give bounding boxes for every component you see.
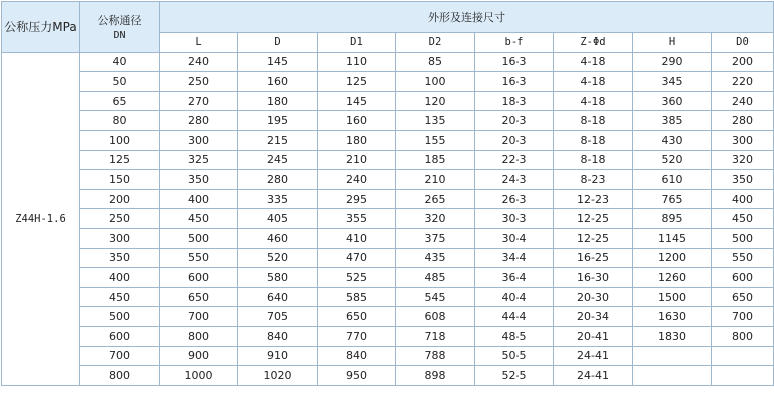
cell-d0: 200 — [712, 52, 774, 72]
cell-d1: 840 — [318, 346, 396, 366]
cell-l: 800 — [160, 326, 238, 346]
cell-d2: 85 — [396, 52, 475, 72]
cell-zd: 4-18 — [554, 52, 633, 72]
cell-d: 180 — [238, 91, 318, 111]
cell-bf: 36-4 — [475, 268, 554, 288]
dn-header — [80, 2, 160, 53]
cell-zd: 8-18 — [554, 130, 633, 150]
cell-l: 550 — [160, 248, 238, 268]
cell-d2: 120 — [396, 91, 475, 111]
cell-h: 520 — [633, 150, 712, 170]
cell-d2: 135 — [396, 111, 475, 131]
cell-zd: 16-30 — [554, 268, 633, 288]
cell-bf: 16-3 — [475, 72, 554, 92]
cell-d0: 550 — [712, 248, 774, 268]
cell-l: 650 — [160, 287, 238, 307]
cell-l: 400 — [160, 189, 238, 209]
cell-l: 280 — [160, 111, 238, 131]
col-header-zd: Z-Φd — [554, 33, 633, 53]
cell-d0: 700 — [712, 307, 774, 327]
cell-dn: 100 — [80, 130, 160, 150]
cell-d1: 125 — [318, 72, 396, 92]
cell-d: 160 — [238, 72, 318, 92]
table-row — [2, 326, 774, 346]
cell-dn: 80 — [80, 111, 160, 131]
cell-l: 350 — [160, 170, 238, 190]
cell-d2: 898 — [396, 366, 475, 386]
table-row — [2, 346, 774, 366]
cell-d1: 355 — [318, 209, 396, 229]
cell-d0 — [712, 366, 774, 386]
cell-d0: 800 — [712, 326, 774, 346]
cell-d: 215 — [238, 130, 318, 150]
cell-l: 450 — [160, 209, 238, 229]
cell-dn: 250 — [80, 209, 160, 229]
cell-d1: 180 — [318, 130, 396, 150]
cell-d1: 585 — [318, 287, 396, 307]
cell-h: 1200 — [633, 248, 712, 268]
cell-bf: 16-3 — [475, 52, 554, 72]
cell-d: 335 — [238, 189, 318, 209]
cell-zd: 12-25 — [554, 228, 633, 248]
col-header-h: H — [633, 33, 712, 53]
cell-dn: 40 — [80, 52, 160, 72]
table-row — [2, 91, 774, 111]
cell-d1: 525 — [318, 268, 396, 288]
col-header-d0: D0 — [712, 33, 774, 53]
cell-d2: 320 — [396, 209, 475, 229]
cell-h: 1830 — [633, 326, 712, 346]
cell-h: 1145 — [633, 228, 712, 248]
cell-d0: 320 — [712, 150, 774, 170]
cell-bf: 50-5 — [475, 346, 554, 366]
cell-dn: 50 — [80, 72, 160, 92]
cell-bf: 20-3 — [475, 130, 554, 150]
cell-d0: 300 — [712, 130, 774, 150]
cell-h: 895 — [633, 209, 712, 229]
cell-dn: 800 — [80, 366, 160, 386]
cell-zd: 8-18 — [554, 150, 633, 170]
cell-zd: 4-18 — [554, 72, 633, 92]
cell-h: 345 — [633, 72, 712, 92]
cell-bf: 44-4 — [475, 307, 554, 327]
cell-d2: 435 — [396, 248, 475, 268]
cell-l: 270 — [160, 91, 238, 111]
table-row — [2, 52, 774, 72]
cell-l: 500 — [160, 228, 238, 248]
table-row — [2, 209, 774, 229]
cell-dn: 65 — [80, 91, 160, 111]
cell-zd: 20-30 — [554, 287, 633, 307]
cell-bf: 34-4 — [475, 248, 554, 268]
cell-bf: 18-3 — [475, 91, 554, 111]
table-row — [2, 150, 774, 170]
cell-d: 195 — [238, 111, 318, 131]
cell-d0 — [712, 346, 774, 366]
table-row — [2, 228, 774, 248]
cell-d0: 450 — [712, 209, 774, 229]
cell-d2: 608 — [396, 307, 475, 327]
table-row — [2, 287, 774, 307]
cell-zd: 12-25 — [554, 209, 633, 229]
cell-d: 520 — [238, 248, 318, 268]
cell-h: 765 — [633, 189, 712, 209]
table-row — [2, 72, 774, 92]
table-row — [2, 170, 774, 190]
cell-d: 640 — [238, 287, 318, 307]
cell-d0: 400 — [712, 189, 774, 209]
cell-d1: 410 — [318, 228, 396, 248]
col-header-l: L — [160, 33, 238, 53]
cell-zd: 20-34 — [554, 307, 633, 327]
cell-l: 1000 — [160, 366, 238, 386]
cell-h: 385 — [633, 111, 712, 131]
cell-d2: 265 — [396, 189, 475, 209]
cell-dn: 700 — [80, 346, 160, 366]
cell-zd: 20-41 — [554, 326, 633, 346]
cell-bf: 24-3 — [475, 170, 554, 190]
cell-d2: 788 — [396, 346, 475, 366]
cell-dn: 300 — [80, 228, 160, 248]
cell-d0: 220 — [712, 72, 774, 92]
cell-d2: 210 — [396, 170, 475, 190]
cell-d2: 155 — [396, 130, 475, 150]
cell-bf: 20-3 — [475, 111, 554, 131]
cell-bf: 26-3 — [475, 189, 554, 209]
cell-bf: 48-5 — [475, 326, 554, 346]
cell-d0: 280 — [712, 111, 774, 131]
col-header-bf: b-f — [475, 33, 554, 53]
cell-d: 460 — [238, 228, 318, 248]
cell-bf: 30-4 — [475, 228, 554, 248]
cell-d1: 240 — [318, 170, 396, 190]
cell-dn: 200 — [80, 189, 160, 209]
cell-d0: 500 — [712, 228, 774, 248]
cell-l: 900 — [160, 346, 238, 366]
cell-d1: 295 — [318, 189, 396, 209]
cell-dn: 450 — [80, 287, 160, 307]
cell-l: 600 — [160, 268, 238, 288]
table-row — [2, 111, 774, 131]
header-row-top — [2, 2, 774, 33]
dn-header-label: 公称通径 — [97, 14, 142, 28]
dn-header-sub: DN — [113, 30, 126, 42]
cell-zd: 16-25 — [554, 248, 633, 268]
cell-d2: 100 — [396, 72, 475, 92]
col-header-d2: D2 — [396, 33, 475, 53]
cell-h: 290 — [633, 52, 712, 72]
cell-d0: 350 — [712, 170, 774, 190]
cell-d2: 185 — [396, 150, 475, 170]
model-cell: Z44H-1.6 — [2, 52, 80, 385]
cell-d0: 240 — [712, 91, 774, 111]
cell-l: 250 — [160, 72, 238, 92]
cell-h: 610 — [633, 170, 712, 190]
cell-zd: 24-41 — [554, 366, 633, 386]
cell-d: 840 — [238, 326, 318, 346]
cell-d1: 110 — [318, 52, 396, 72]
cell-h: 360 — [633, 91, 712, 111]
cell-d1: 770 — [318, 326, 396, 346]
valve-dimension-table — [1, 1, 774, 386]
cell-l: 240 — [160, 52, 238, 72]
cell-h: 430 — [633, 130, 712, 150]
cell-d: 245 — [238, 150, 318, 170]
cell-l: 325 — [160, 150, 238, 170]
cell-d1: 650 — [318, 307, 396, 327]
cell-bf: 22-3 — [475, 150, 554, 170]
col-header-d1: D1 — [318, 33, 396, 53]
cell-d: 1020 — [238, 366, 318, 386]
cell-d0: 650 — [712, 287, 774, 307]
cell-d2: 718 — [396, 326, 475, 346]
cell-d1: 950 — [318, 366, 396, 386]
cell-d: 145 — [238, 52, 318, 72]
cell-d: 280 — [238, 170, 318, 190]
cell-dn: 400 — [80, 268, 160, 288]
cell-d0: 600 — [712, 268, 774, 288]
cell-zd: 8-23 — [554, 170, 633, 190]
col-header-d: D — [238, 33, 318, 53]
cell-d1: 470 — [318, 248, 396, 268]
cell-dn: 150 — [80, 170, 160, 190]
cell-zd: 4-18 — [554, 91, 633, 111]
cell-bf: 30-3 — [475, 209, 554, 229]
table-row — [2, 307, 774, 327]
cell-d1: 160 — [318, 111, 396, 131]
cell-zd: 24-41 — [554, 346, 633, 366]
cell-dn: 350 — [80, 248, 160, 268]
dimensions-group-header: 外形及连接尺寸 — [160, 2, 774, 33]
cell-h: 1260 — [633, 268, 712, 288]
cell-dn: 125 — [80, 150, 160, 170]
cell-d: 580 — [238, 268, 318, 288]
cell-d: 910 — [238, 346, 318, 366]
cell-d2: 375 — [396, 228, 475, 248]
table-row — [2, 366, 774, 386]
table-row — [2, 189, 774, 209]
cell-h — [633, 366, 712, 386]
cell-dn: 600 — [80, 326, 160, 346]
table-row — [2, 248, 774, 268]
table-row — [2, 268, 774, 288]
cell-d: 405 — [238, 209, 318, 229]
cell-h — [633, 346, 712, 366]
cell-zd: 12-23 — [554, 189, 633, 209]
cell-h: 1500 — [633, 287, 712, 307]
cell-bf: 40-4 — [475, 287, 554, 307]
pressure-header: 公称压力MPa — [2, 2, 80, 53]
cell-l: 700 — [160, 307, 238, 327]
cell-dn: 500 — [80, 307, 160, 327]
cell-d2: 485 — [396, 268, 475, 288]
cell-d1: 210 — [318, 150, 396, 170]
cell-h: 1630 — [633, 307, 712, 327]
cell-d2: 545 — [396, 287, 475, 307]
cell-d: 705 — [238, 307, 318, 327]
cell-l: 300 — [160, 130, 238, 150]
cell-d1: 145 — [318, 91, 396, 111]
table-row — [2, 130, 774, 150]
table-body — [2, 52, 774, 385]
cell-bf: 52-5 — [475, 366, 554, 386]
cell-zd: 8-18 — [554, 111, 633, 131]
